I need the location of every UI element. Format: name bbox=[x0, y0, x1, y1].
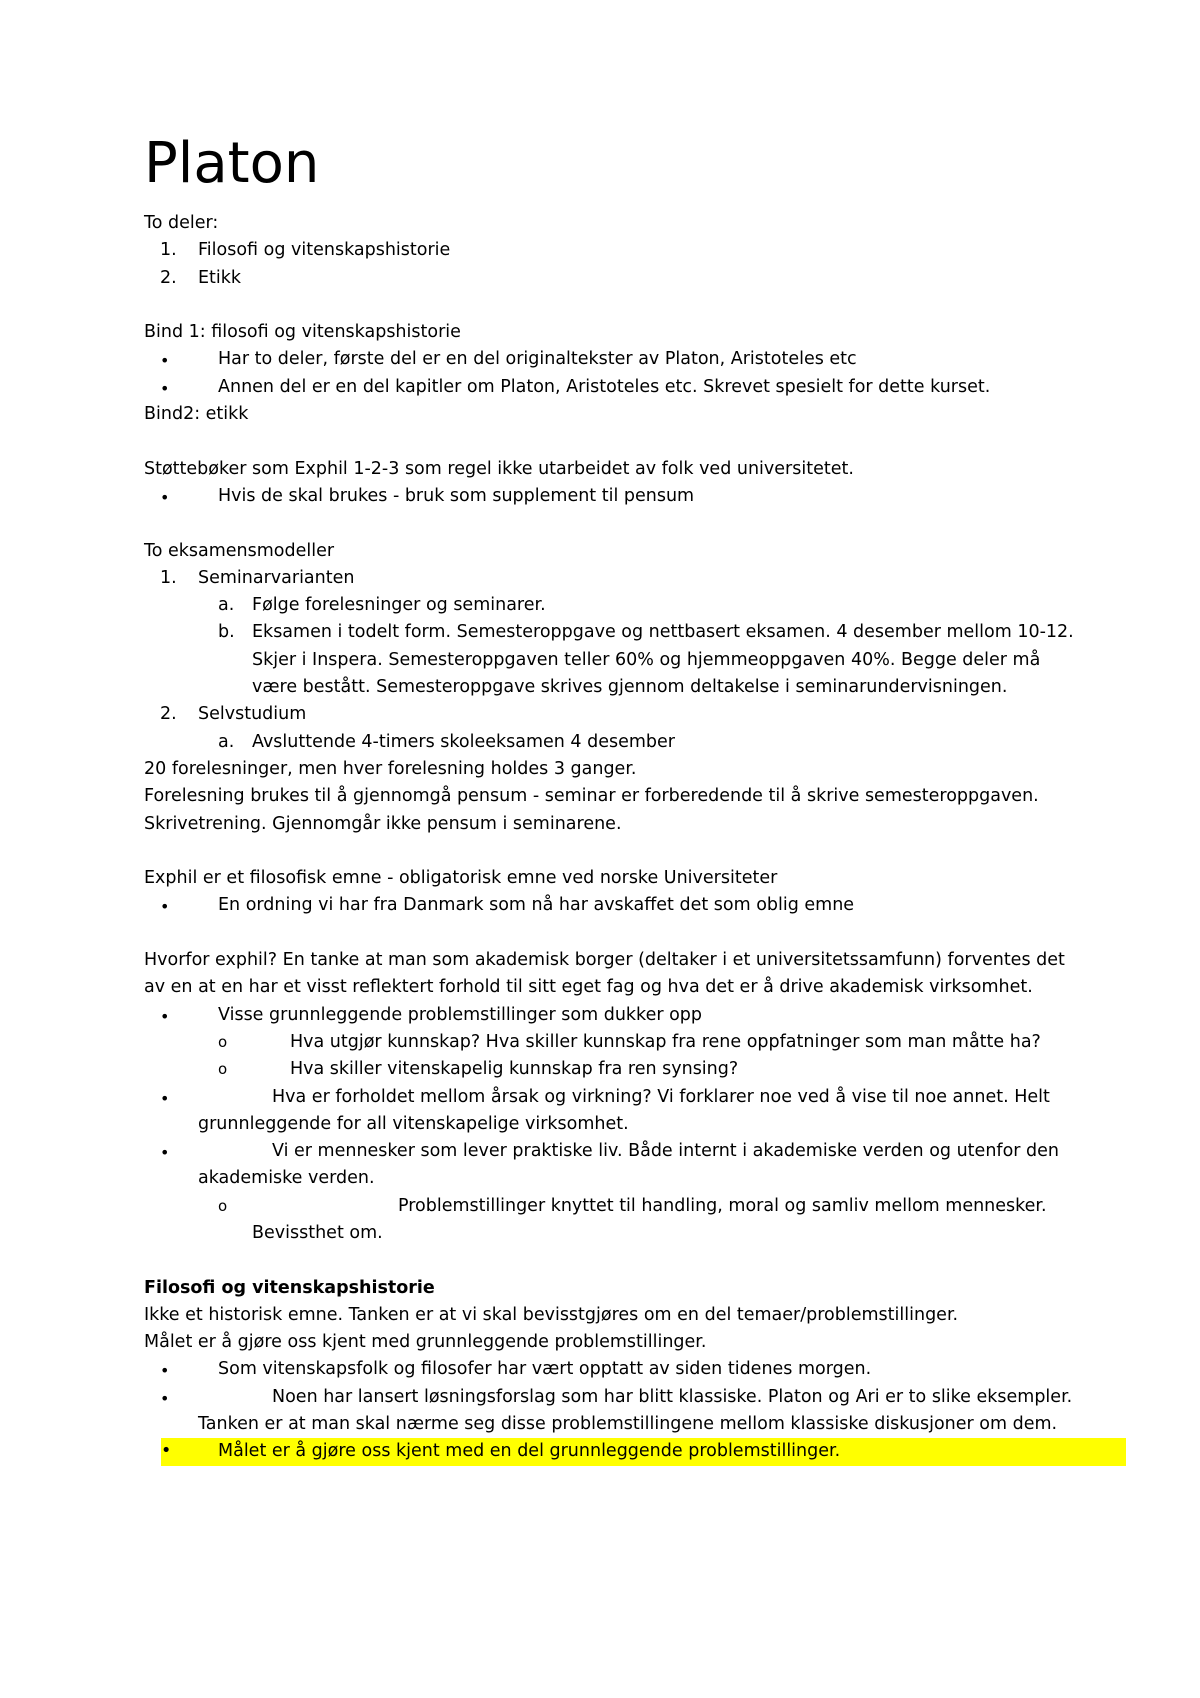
hvorfor-paragraph: Hvorfor exphil? En tanke at man som akademisk borger (deltaker i et universitetssamfunn) forventes det av en at en har et visst reflektert forhold til sitt eget fag og hva det er å drive akademisk virksomhet. bbox=[144, 950, 1065, 998]
list-item: • Hvis de skal brukes - bruk som supplement til pensum bbox=[144, 483, 1074, 510]
list-letter: b. bbox=[218, 622, 235, 643]
circle-bullet-icon: o bbox=[218, 1060, 228, 1079]
bullet-icon: • bbox=[160, 1143, 170, 1163]
bullet-icon: • bbox=[160, 1361, 170, 1381]
list-item: • Hva er forholdet mellom årsak og virkning? Vi forklarer noe ved å vise til noe annet. Helt grunnleggende for all vitenskapelige virksomhet. bbox=[160, 1086, 1050, 1134]
list-item: • Annen del er en del kapitler om Platon, Aristoteles etc. Skrevet spesielt for dette kurset. bbox=[144, 374, 1074, 401]
bullet-icon: • bbox=[160, 351, 170, 371]
list-number: 1. bbox=[160, 567, 177, 588]
list-item: o Hva skiller vitenskapelig kunnskap fra ren synsing? bbox=[144, 1056, 1074, 1083]
bullet-icon: • bbox=[160, 1088, 170, 1108]
bullet-icon: • bbox=[160, 897, 170, 917]
page-title: Platon bbox=[144, 131, 320, 196]
bullet-icon: • bbox=[160, 1006, 170, 1026]
list-letter: a. bbox=[218, 731, 235, 752]
list-item: a. Avsluttende 4-timers skoleeksamen 4 desember bbox=[144, 729, 1074, 756]
highlighted-list-item: • Målet er å gjøre oss kjent med en del grunnleggende problemstillinger. bbox=[161, 1438, 1126, 1465]
list-item: • Som vitenskapsfolk og filosofer har vært opptatt av siden tidenes morgen. bbox=[144, 1356, 1074, 1383]
list-item: 1. Seminarvarianten bbox=[144, 565, 1074, 592]
document-body bbox=[144, 210, 1074, 1466]
list-item: • Noen har lansert løsningsforslag som har blitt klassiske. Platon og Ari er to slike eksempler. Tanken er at man skal nærme seg disse problemstillingene mellom klassiske diskusjoner om dem. bbox=[160, 1386, 1073, 1435]
paragraph: Ikke et historisk emne. Tanken er at vi skal bevisstgjøres om en del temaer/problemstillinger. bbox=[144, 1304, 959, 1325]
filosofi-heading: Filosofi og vitenskapshistorie bbox=[144, 1277, 435, 1298]
paragraph: Forelesning brukes til å gjennomgå pensum - seminar er forberedende til å skrive semesteroppgaven. Skrivetrening. Gjennomgår ikke pensum i seminarene. bbox=[144, 786, 1039, 834]
bullet-icon: • bbox=[160, 487, 170, 507]
list-item: 2. Etikk bbox=[144, 265, 1074, 292]
list-item: o Hva utgjør kunnskap? Hva skiller kunnskap fra rene oppfatninger som man måtte ha? bbox=[144, 1029, 1074, 1056]
bullet-icon: • bbox=[161, 1441, 172, 1462]
bind2-heading: Bind2: etikk bbox=[144, 404, 249, 425]
list-item: • En ordning vi har fra Danmark som nå har avskaffet det som oblig emne bbox=[144, 892, 1074, 919]
list-number: 2. bbox=[160, 267, 177, 288]
list-item: o Problemstillinger knyttet til handling, moral og samliv mellom mennesker. Bevissthet om. bbox=[144, 1193, 1074, 1248]
list-number: 1. bbox=[160, 240, 177, 261]
list-item: b. Eksamen i todelt form. Semesteroppgave og nettbasert eksamen. 4 desember mellom 10-12. Skjer i Inspera. Semesteroppgaven teller 60% og hjemmeoppgaven 40%. Begge deler må være bestått. Semesteroppgave skrives gjennom deltakelse i seminarundervisningen. bbox=[144, 619, 1074, 701]
list-item: 1. Filosofi og vitenskapshistorie bbox=[144, 237, 1074, 264]
bullet-icon: • bbox=[160, 1388, 170, 1408]
paragraph: 20 forelesninger, men hver forelesning holdes 3 ganger. bbox=[144, 758, 637, 779]
list-item: • Vi er mennesker som lever praktiske liv. Både internt i akademiske verden og utenfor den akademiske verden. bbox=[160, 1141, 1059, 1189]
circle-bullet-icon: o bbox=[218, 1032, 228, 1051]
list-item: a. Følge forelesninger og seminarer. bbox=[144, 592, 1074, 619]
intro-heading: To deler: bbox=[144, 213, 219, 233]
list-letter: a. bbox=[218, 595, 235, 616]
exphil-heading: Exphil er et filosofisk emne - obligatorisk emne ved norske Universiteter bbox=[144, 868, 778, 889]
circle-bullet-icon: o bbox=[218, 1196, 228, 1215]
eksamen-heading: To eksamensmodeller bbox=[144, 540, 335, 561]
list-item: 2. Selvstudium bbox=[144, 701, 1074, 728]
stotte-heading: Støttebøker som Exphil 1-2-3 som regel ikke utarbeidet av folk ved universitetet. bbox=[144, 458, 854, 479]
list-number: 2. bbox=[160, 704, 177, 725]
bind1-heading: Bind 1: filosofi og vitenskapshistorie bbox=[144, 322, 461, 343]
paragraph: Målet er å gjøre oss kjent med grunnleggende problemstillinger. bbox=[144, 1332, 707, 1353]
bullet-icon: • bbox=[160, 378, 170, 398]
list-item: • Visse grunnleggende problemstillinger som dukker opp bbox=[144, 1002, 1074, 1029]
list-item: • Har to deler, første del er en del originaltekster av Platon, Aristoteles etc bbox=[144, 346, 1074, 373]
